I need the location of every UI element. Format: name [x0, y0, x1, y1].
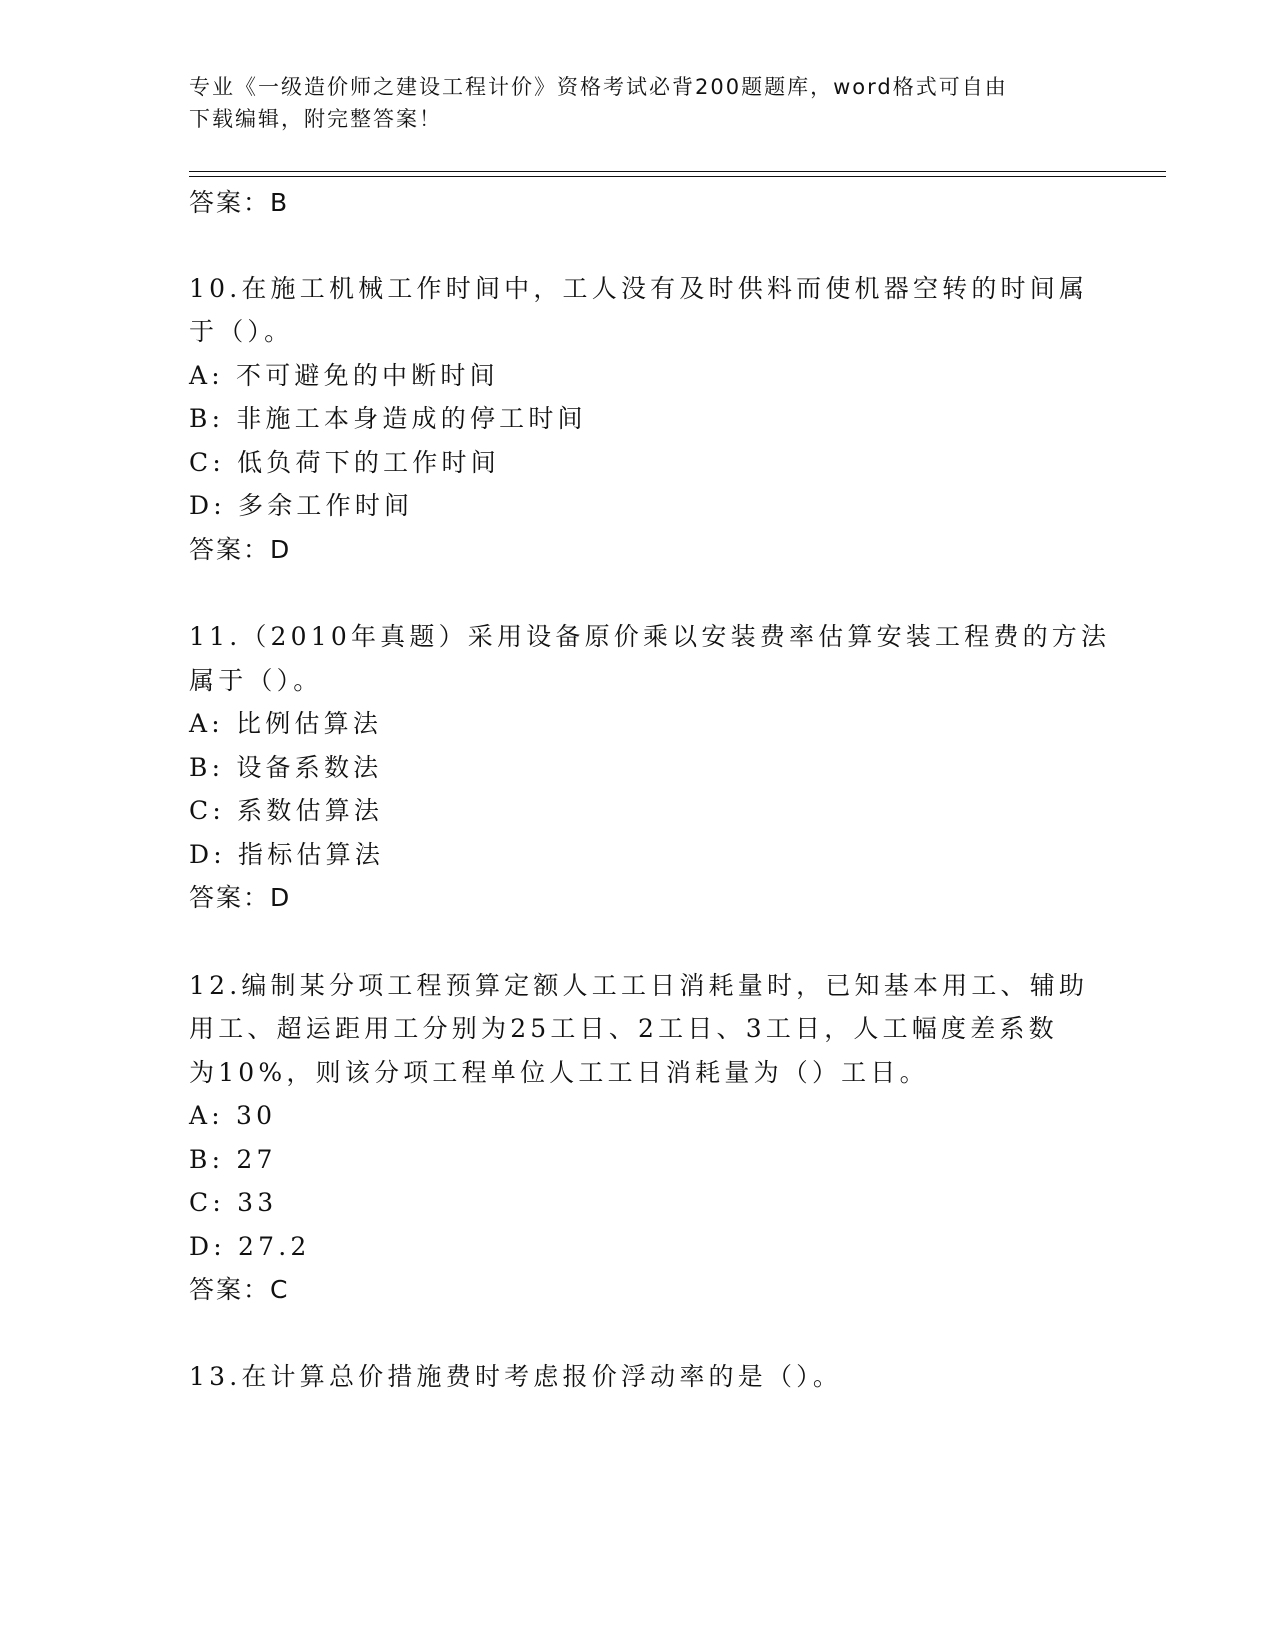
previous-answer: 答案：B — [189, 188, 290, 217]
header-divider-top — [189, 171, 1166, 172]
option-b: B: 27 — [189, 1145, 277, 1174]
header-text-line-1: 专业《一级造价师之建设工程计价》资格考试必背200题题库，word格式可自由 — [189, 75, 1008, 99]
option-b: B: 设备系数法 — [189, 753, 383, 782]
option-b: B: 非施工本身造成的停工时间 — [189, 404, 587, 433]
question-stem-line: 属于（）。 — [189, 666, 323, 695]
option-a: A: 30 — [189, 1101, 277, 1130]
option-d: D: 指标估算法 — [189, 840, 385, 869]
option-c: C: 系数估算法 — [189, 796, 384, 825]
question-stem-line: 10.在施工机械工作时间中，工人没有及时供料而使机器空转的时间属 — [189, 274, 1089, 303]
option-a: A: 比例估算法 — [189, 709, 383, 738]
answer: 答案：D — [189, 535, 292, 564]
question-stem-line: 用工、超运距用工分别为25工日、2工日、3工日，人工幅度差系数 — [189, 1014, 1058, 1043]
answer: 答案：C — [189, 1275, 290, 1304]
question-stem-line: 13.在计算总价措施费时考虑报价浮动率的是（）。 — [189, 1362, 843, 1391]
option-d: D: 27.2 — [189, 1232, 311, 1261]
header-divider-bottom — [189, 176, 1166, 177]
header-text-line-2: 下载编辑，附完整答案！ — [189, 107, 442, 131]
question-stem-line: 11.（2010年真题）采用设备原价乘以安装费率估算安装工程费的方法 — [189, 622, 1111, 651]
question-stem-line: 于（）。 — [189, 317, 294, 346]
answer: 答案：D — [189, 883, 292, 912]
option-a: A: 不可避免的中断时间 — [189, 361, 499, 390]
option-c: C: 33 — [189, 1188, 278, 1217]
option-c: C: 低负荷下的工作时间 — [189, 448, 500, 477]
option-d: D: 多余工作时间 — [189, 491, 414, 520]
question-stem-line: 12.编制某分项工程预算定额人工工日消耗量时，已知基本用工、辅助 — [189, 971, 1089, 1000]
question-stem-line: 为10%，则该分项工程单位人工工日消耗量为（）工日。 — [189, 1058, 929, 1087]
